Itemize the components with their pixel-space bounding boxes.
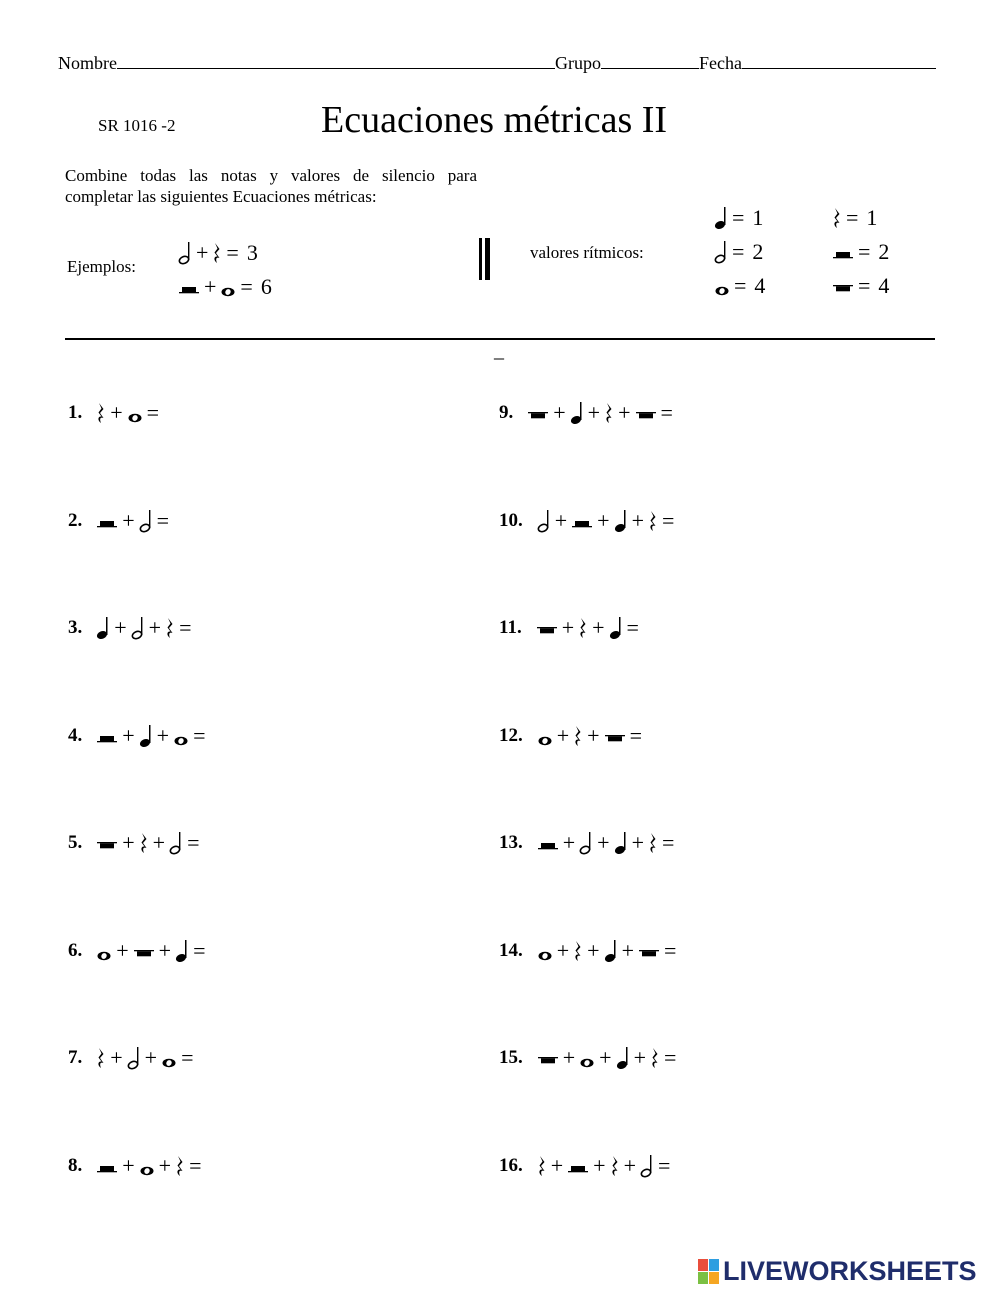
rhythmic-value-row (714, 201, 765, 235)
half-note-icon (178, 241, 192, 265)
equation-number: 10. (499, 509, 523, 531)
whole-note-icon (579, 1046, 595, 1070)
rhythmic-value-row (832, 235, 889, 269)
plus-sign: + (196, 240, 209, 265)
quarter-rest-icon (832, 206, 842, 230)
equals-sign: = (629, 722, 643, 748)
half-rest-icon (178, 275, 200, 299)
quarter-rest-icon (212, 241, 222, 265)
plus-sign: + (556, 722, 570, 748)
half-note-icon (714, 240, 728, 264)
plus-sign: + (122, 722, 135, 748)
whole-rest-icon (96, 831, 118, 855)
equation-row (68, 1153, 266, 1179)
plus-sign: + (597, 830, 610, 855)
equation-row (499, 830, 738, 856)
quarter-rest-icon (648, 509, 658, 533)
equals-sign: = (662, 830, 675, 855)
rhythmic-value: 2 (752, 239, 764, 264)
answer-slot[interactable] (680, 939, 740, 963)
equation-row (68, 830, 264, 856)
equals-sign: = (732, 239, 745, 264)
logo-tile (698, 1259, 708, 1271)
equals-sign: = (662, 507, 675, 533)
divider-underscore: _ (494, 340, 504, 362)
answer-slot[interactable] (680, 1046, 740, 1070)
equation-row (499, 1045, 740, 1071)
plus-sign: + (148, 615, 162, 640)
rhythmic-values-rests (832, 201, 889, 303)
example-row (178, 270, 272, 304)
equals-sign: = (226, 240, 239, 265)
plus-sign: + (561, 615, 575, 640)
plus-sign: + (593, 1152, 606, 1178)
plus-sign: + (556, 937, 570, 963)
equation-row (68, 400, 223, 426)
equation-row (68, 615, 256, 641)
plus-sign: + (553, 400, 566, 425)
whole-note-icon (161, 1046, 177, 1070)
answer-slot[interactable] (173, 509, 233, 533)
examples (178, 236, 272, 304)
half-rest-icon (567, 1154, 589, 1178)
nombre-blank[interactable] (117, 54, 555, 69)
quarter-rest-icon (610, 1154, 620, 1178)
plus-sign: + (110, 400, 123, 425)
answer-slot[interactable] (674, 1154, 734, 1178)
name-group-date-line (58, 53, 936, 74)
answer-slot[interactable] (204, 831, 264, 855)
equation-number: 5. (68, 832, 83, 853)
equation-row (499, 723, 706, 749)
examples-label: Ejemplos: (67, 257, 136, 276)
nombre-label: Nombre (58, 53, 117, 73)
logo-tile (709, 1272, 719, 1284)
plus-sign: + (597, 507, 610, 533)
plus-sign: + (592, 615, 605, 640)
whole-note-icon (220, 275, 236, 299)
equals-sign: = (732, 205, 745, 230)
rhythmic-values-label: valores rítmicos: (530, 243, 644, 262)
rhythmic-values-notes (714, 201, 765, 303)
quarter-rest-icon (96, 1046, 106, 1070)
equals-sign: = (193, 937, 206, 963)
quarter-note-icon (714, 206, 728, 230)
quarter-note-icon (175, 939, 189, 963)
equation-number: 14. (499, 939, 523, 961)
answer-slot[interactable] (678, 509, 738, 533)
half-rest-icon (832, 240, 854, 264)
equation-number: 12. (499, 724, 523, 746)
whole-note-icon (96, 939, 112, 963)
plus-sign: + (110, 1045, 123, 1070)
half-rest-icon (96, 509, 118, 533)
equals-sign: = (664, 937, 677, 963)
equation-number: 4. (68, 724, 83, 746)
example-result: 3 (246, 240, 258, 265)
answer-slot[interactable] (206, 1154, 266, 1178)
quarter-rest-icon (573, 939, 583, 963)
whole-note-icon (537, 939, 553, 963)
quarter-rest-icon (648, 831, 658, 855)
grupo-label: Grupo (554, 53, 601, 73)
answer-slot[interactable] (196, 616, 256, 640)
whole-rest-icon (527, 401, 549, 425)
equals-sign: = (658, 1152, 671, 1178)
rhythmic-value: 1 (866, 205, 878, 230)
equation-number: 16. (499, 1154, 523, 1176)
equals-sign: = (187, 830, 200, 855)
equation-number: 2. (68, 509, 83, 531)
answer-slot[interactable] (198, 1046, 258, 1070)
plus-sign: + (599, 1045, 612, 1070)
half-rest-icon (96, 724, 118, 748)
plus-sign: + (152, 830, 166, 855)
half-note-icon (579, 831, 593, 855)
page-title: Ecuaciones métricas II (321, 99, 668, 141)
whole-note-icon (537, 724, 553, 748)
equals-sign: = (156, 507, 170, 533)
quarter-note-icon (96, 616, 110, 640)
rhythmic-value: 4 (754, 273, 766, 298)
worksheet-code: SR 1016 -2 (98, 116, 176, 135)
whole-rest-icon (638, 939, 660, 963)
answer-slot[interactable] (677, 401, 737, 425)
equation-row (68, 508, 233, 534)
quarter-rest-icon (165, 616, 175, 640)
answer-slot[interactable] (163, 401, 223, 425)
whole-note-icon (173, 724, 189, 748)
equals-sign: = (240, 274, 253, 299)
answer-slot[interactable] (678, 831, 738, 855)
example-result: 6 (260, 274, 272, 299)
half-note-icon (139, 509, 153, 533)
half-note-icon (537, 509, 551, 533)
quarter-note-icon (604, 939, 618, 963)
whole-rest-icon (635, 401, 657, 425)
plus-sign: + (618, 400, 631, 425)
brand-name: LIVEWORKSHEETS (723, 1256, 977, 1286)
plus-sign: + (204, 274, 217, 299)
plus-sign: + (144, 1045, 158, 1070)
plus-sign: + (633, 1045, 647, 1070)
half-note-icon (169, 831, 183, 855)
logo-tile (709, 1259, 719, 1271)
rhythmic-value: 2 (878, 239, 890, 264)
rhythmic-value-row (714, 269, 765, 303)
equals-sign: = (179, 615, 192, 640)
equals-sign: = (193, 722, 206, 748)
plus-sign: + (587, 937, 600, 963)
plus-sign: + (623, 1152, 637, 1178)
equals-sign: = (146, 400, 160, 425)
half-note-icon (131, 616, 145, 640)
equation-row (499, 615, 703, 641)
quarter-rest-icon (96, 401, 106, 425)
brand-logo-mark-icon (698, 1259, 719, 1284)
whole-rest-icon (537, 1046, 559, 1070)
plus-sign: + (122, 1152, 135, 1178)
plus-sign: + (587, 400, 601, 425)
plus-sign: + (562, 830, 576, 855)
whole-note-icon (127, 401, 143, 425)
equation-number: 11. (499, 617, 522, 638)
quarter-rest-icon (573, 724, 583, 748)
quarter-rest-icon (537, 1154, 547, 1178)
double-bar-thick (485, 238, 490, 280)
equation-number: 1. (68, 402, 83, 423)
plus-sign: + (158, 937, 172, 963)
equation-number: 15. (499, 1047, 523, 1068)
plus-sign: + (122, 507, 135, 533)
equals-sign: = (846, 205, 859, 230)
equation-row (68, 938, 270, 964)
quarter-note-icon (570, 401, 584, 425)
example-row (178, 236, 272, 270)
grupo-blank[interactable] (601, 54, 699, 69)
equals-sign: = (858, 273, 871, 298)
quarter-rest-icon (604, 401, 614, 425)
equals-sign: = (181, 1045, 194, 1070)
equation-row (499, 400, 737, 426)
whole-rest-icon (604, 724, 626, 748)
fecha-blank[interactable] (742, 54, 936, 69)
half-note-icon (640, 1154, 654, 1178)
equals-sign: = (664, 1045, 677, 1070)
equation-number: 8. (68, 1154, 83, 1176)
equation-number: 9. (499, 402, 514, 423)
equation-number: 3. (68, 617, 83, 638)
equals-sign: = (189, 1152, 202, 1178)
plus-sign: + (156, 722, 170, 748)
equals-sign: = (734, 273, 747, 298)
rhythmic-value-row (714, 235, 765, 269)
half-rest-icon (537, 831, 559, 855)
quarter-note-icon (139, 724, 153, 748)
quarter-rest-icon (139, 831, 149, 855)
equals-sign: = (858, 239, 871, 264)
rhythmic-value-row (832, 269, 889, 303)
quarter-note-icon (614, 509, 628, 533)
answer-slot[interactable] (643, 616, 703, 640)
plus-sign: + (562, 1045, 576, 1070)
plus-sign: + (587, 722, 600, 748)
quarter-note-icon (614, 831, 628, 855)
answer-slot[interactable] (210, 724, 270, 748)
brand-logo (698, 1256, 977, 1287)
quarter-note-icon (609, 616, 623, 640)
whole-rest-icon (133, 939, 155, 963)
quarter-rest-icon (578, 616, 588, 640)
equation-row (499, 938, 740, 964)
equation-row (68, 1045, 258, 1071)
whole-rest-icon (832, 274, 854, 298)
double-bar-thin (479, 238, 482, 280)
answer-slot[interactable] (646, 724, 706, 748)
logo-tile (698, 1272, 708, 1284)
equals-sign: = (660, 400, 673, 425)
quarter-rest-icon (175, 1154, 185, 1178)
whole-note-icon (139, 1154, 155, 1178)
plus-sign: + (631, 830, 645, 855)
plus-sign: + (554, 507, 568, 533)
rhythmic-value: 4 (878, 273, 890, 298)
instructions: Combine todas las notas y valores de silencio para completar las siguientes Ecuaciones métricas: (65, 166, 477, 206)
plus-sign: + (158, 1152, 172, 1178)
equation-number: 7. (68, 1047, 83, 1068)
plus-sign: + (122, 830, 135, 855)
quarter-rest-icon (650, 1046, 660, 1070)
fecha-label: Fecha (698, 53, 742, 73)
half-rest-icon (571, 509, 593, 533)
equation-row (68, 723, 270, 749)
equation-number: 13. (499, 832, 523, 853)
rhythmic-value: 1 (752, 205, 764, 230)
equals-sign: = (626, 615, 639, 640)
equation-number: 6. (68, 939, 83, 961)
answer-slot[interactable] (210, 939, 270, 963)
equation-row (499, 1153, 734, 1179)
half-rest-icon (96, 1154, 118, 1178)
plus-sign: + (116, 937, 129, 963)
rhythmic-value-row (832, 201, 889, 235)
half-note-icon (127, 1046, 141, 1070)
plus-sign: + (114, 615, 127, 640)
plus-sign: + (550, 1152, 564, 1178)
whole-rest-icon (536, 616, 558, 640)
plus-sign: + (631, 507, 645, 533)
whole-note-icon (714, 274, 730, 298)
quarter-note-icon (616, 1046, 630, 1070)
plus-sign: + (621, 937, 635, 963)
equation-row (499, 508, 738, 534)
